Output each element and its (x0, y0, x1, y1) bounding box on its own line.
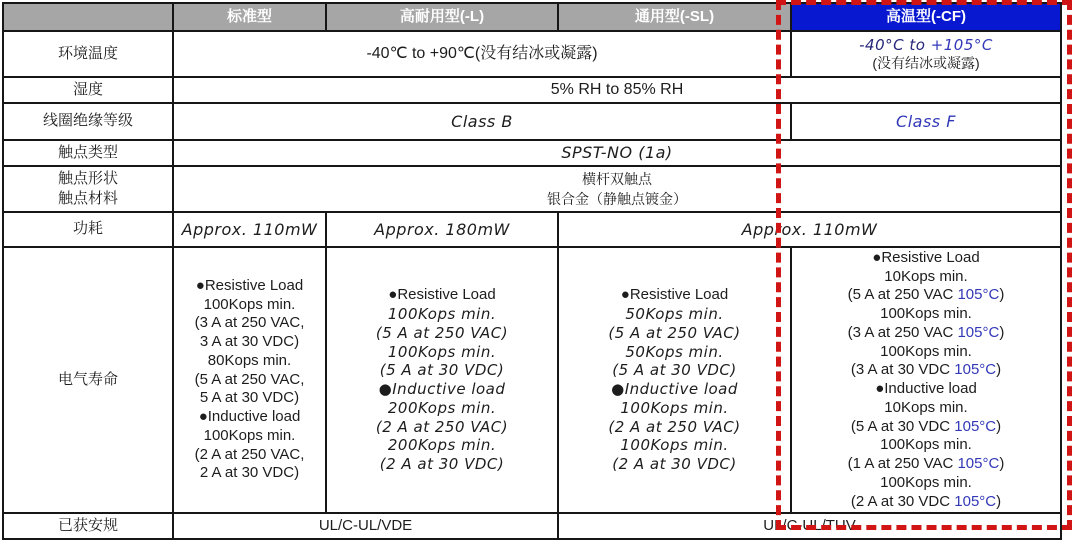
col-header-l: 高耐用型(-L) (326, 3, 558, 31)
cell-line: (5 A at 30 VDC) (379, 361, 505, 380)
row-contact-form (3, 166, 1061, 212)
row-electrical-life (3, 247, 1061, 513)
cell-line: (3 A at 250 VAC, (194, 314, 305, 332)
cell-line: 10Kops min. (884, 398, 968, 416)
safety-right-value: UL/C-UL/TUV (558, 513, 1061, 539)
cell-line: 2 A at 30 VDC) (199, 464, 300, 482)
cell-line: 50Kops min. (625, 342, 724, 361)
humidity-label: 湿度 (3, 77, 173, 103)
contact-form-label (3, 166, 173, 212)
power-standard: Approx. 110mW (173, 212, 326, 247)
row-humidity (3, 77, 1061, 103)
ambient-label: 环境温度 (3, 31, 173, 77)
contact-form-value (173, 166, 1061, 212)
cell-line: 100Kops min. (387, 305, 497, 323)
cell-line: (5 A at 250 VAC) (608, 323, 741, 342)
cell-line: ●Inductive load (875, 380, 977, 397)
cell-line: ●Inductive load (378, 380, 506, 398)
high-temp-value: 105°C (954, 417, 997, 435)
safety-left-value: UL/C-UL/VDE (173, 513, 558, 539)
cell-line: 100Kops min. (880, 473, 972, 491)
cell-line: (2 A at 250 VAC) (608, 417, 741, 436)
cell-line: 100Kops min. (880, 436, 972, 454)
high-temp-value: 105°C (957, 323, 1000, 341)
coil-insulation-cf: Class F (791, 103, 1061, 140)
cell-line: 100Kops min. (620, 398, 729, 417)
cell-line: (5 A at 250 VAC 105°C) (847, 286, 1005, 304)
cell-line: 100Kops min. (387, 342, 497, 361)
high-temp-value: 105°C (957, 455, 1000, 472)
cell-line: (5 A at 250 VAC, (194, 370, 305, 388)
cell-line: 200Kops min. (387, 398, 497, 417)
row-ambient (3, 31, 1061, 77)
electrical-life-sl (558, 247, 791, 513)
contact-type-value: SPST-NO (1a) (173, 140, 1061, 166)
contact-form-label-line2: 触点材料 (57, 190, 118, 207)
cell-line: 100Kops min. (203, 295, 296, 313)
electrical-life-l (326, 247, 558, 513)
col-header-standard: 标准型 (173, 3, 326, 31)
col-header-cf: 高温型(-CF) (791, 3, 1061, 31)
corner-cell (3, 3, 173, 31)
cell-line: (2 A at 30 VDC 105°C) (850, 492, 1002, 510)
high-temp-value: 105°C (957, 286, 1000, 304)
cell-line: (5 A at 250 VAC) (375, 323, 509, 342)
cell-line: (3 A at 250 VAC 105°C) (847, 323, 1005, 341)
cell-line: 10Kops min. (884, 267, 968, 285)
contact-form-label-line1: 触点形状 (57, 170, 118, 187)
ambient-cf-range-pre: -40°C to (859, 35, 931, 54)
cell-line: ●Inductive load (198, 408, 301, 426)
col-header-sl: 通用型(-SL) (558, 3, 791, 31)
cell-line: 3 A at 30 VDC) (199, 333, 300, 351)
cell-line: 50Kops min. (625, 305, 724, 323)
contact-form-value-line2: 银合金（静触点镀金） (547, 191, 687, 207)
cell-line: ●Inductive load (611, 380, 738, 398)
cell-line: (2 A at 30 VDC) (379, 455, 505, 473)
cell-line: 100Kops min. (620, 436, 729, 455)
cell-line: 5 A at 30 VDC) (199, 389, 300, 407)
humidity-value: 5% RH to 85% RH (173, 77, 1061, 103)
cell-line: (2 A at 250 VAC) (375, 417, 509, 436)
cell-line: ●Resistive Load (195, 276, 304, 294)
spec-table (2, 2, 1062, 540)
cell-line: 200Kops min. (387, 436, 497, 455)
header-row (3, 3, 1061, 31)
cell-line: ●Resistive Load (620, 286, 729, 304)
cell-line: (1 A at 250 VAC 105°C) (847, 455, 1005, 472)
ambient-cf-range-max: +105°C (930, 35, 993, 54)
ambient-cf-note: (没有结冰或凝露) (872, 54, 980, 71)
contact-type-label: 触点类型 (3, 140, 173, 166)
coil-insulation-label: 线圈绝缘等级 (3, 103, 173, 140)
electrical-life-standard (173, 247, 326, 513)
power-label: 功耗 (3, 212, 173, 247)
cell-line: (5 A at 30 VDC 105°C) (850, 417, 1002, 435)
cell-line: 100Kops min. (203, 426, 296, 444)
ambient-cf-range (794, 36, 1058, 55)
ambient-cf-value (791, 31, 1061, 77)
row-contact-type (3, 140, 1061, 166)
cell-line: ●Resistive Load (388, 286, 496, 304)
power-sl-cf: Approx. 110mW (558, 212, 1061, 247)
row-power (3, 212, 1061, 247)
electrical-life-cf (791, 247, 1061, 513)
cell-line: (2 A at 250 VAC, (194, 445, 305, 463)
coil-insulation-common: Class B (173, 103, 791, 140)
cell-line: 100Kops min. (880, 342, 972, 360)
row-coil-insulation (3, 103, 1061, 140)
cell-line: 80Kops min. (207, 351, 292, 369)
cell-line: ●Resistive Load (872, 248, 980, 266)
contact-form-value-line1: 横杆双触点 (582, 171, 652, 187)
electrical-life-label: 电气寿命 (3, 247, 173, 513)
safety-label: 已获安规 (3, 513, 173, 539)
cell-line: (3 A at 30 VDC 105°C) (850, 361, 1002, 379)
row-safety (3, 513, 1061, 539)
high-temp-value: 105°C (954, 361, 997, 379)
cell-line: 100Kops min. (880, 305, 972, 322)
cell-line: (2 A at 30 VDC) (612, 455, 737, 473)
ambient-common-value: -40℃ to +90℃(没有结冰或凝露) (173, 31, 791, 77)
power-l: Approx. 180mW (326, 212, 558, 247)
high-temp-value: 105°C (954, 492, 997, 510)
cell-line: (5 A at 30 VDC) (612, 361, 737, 380)
